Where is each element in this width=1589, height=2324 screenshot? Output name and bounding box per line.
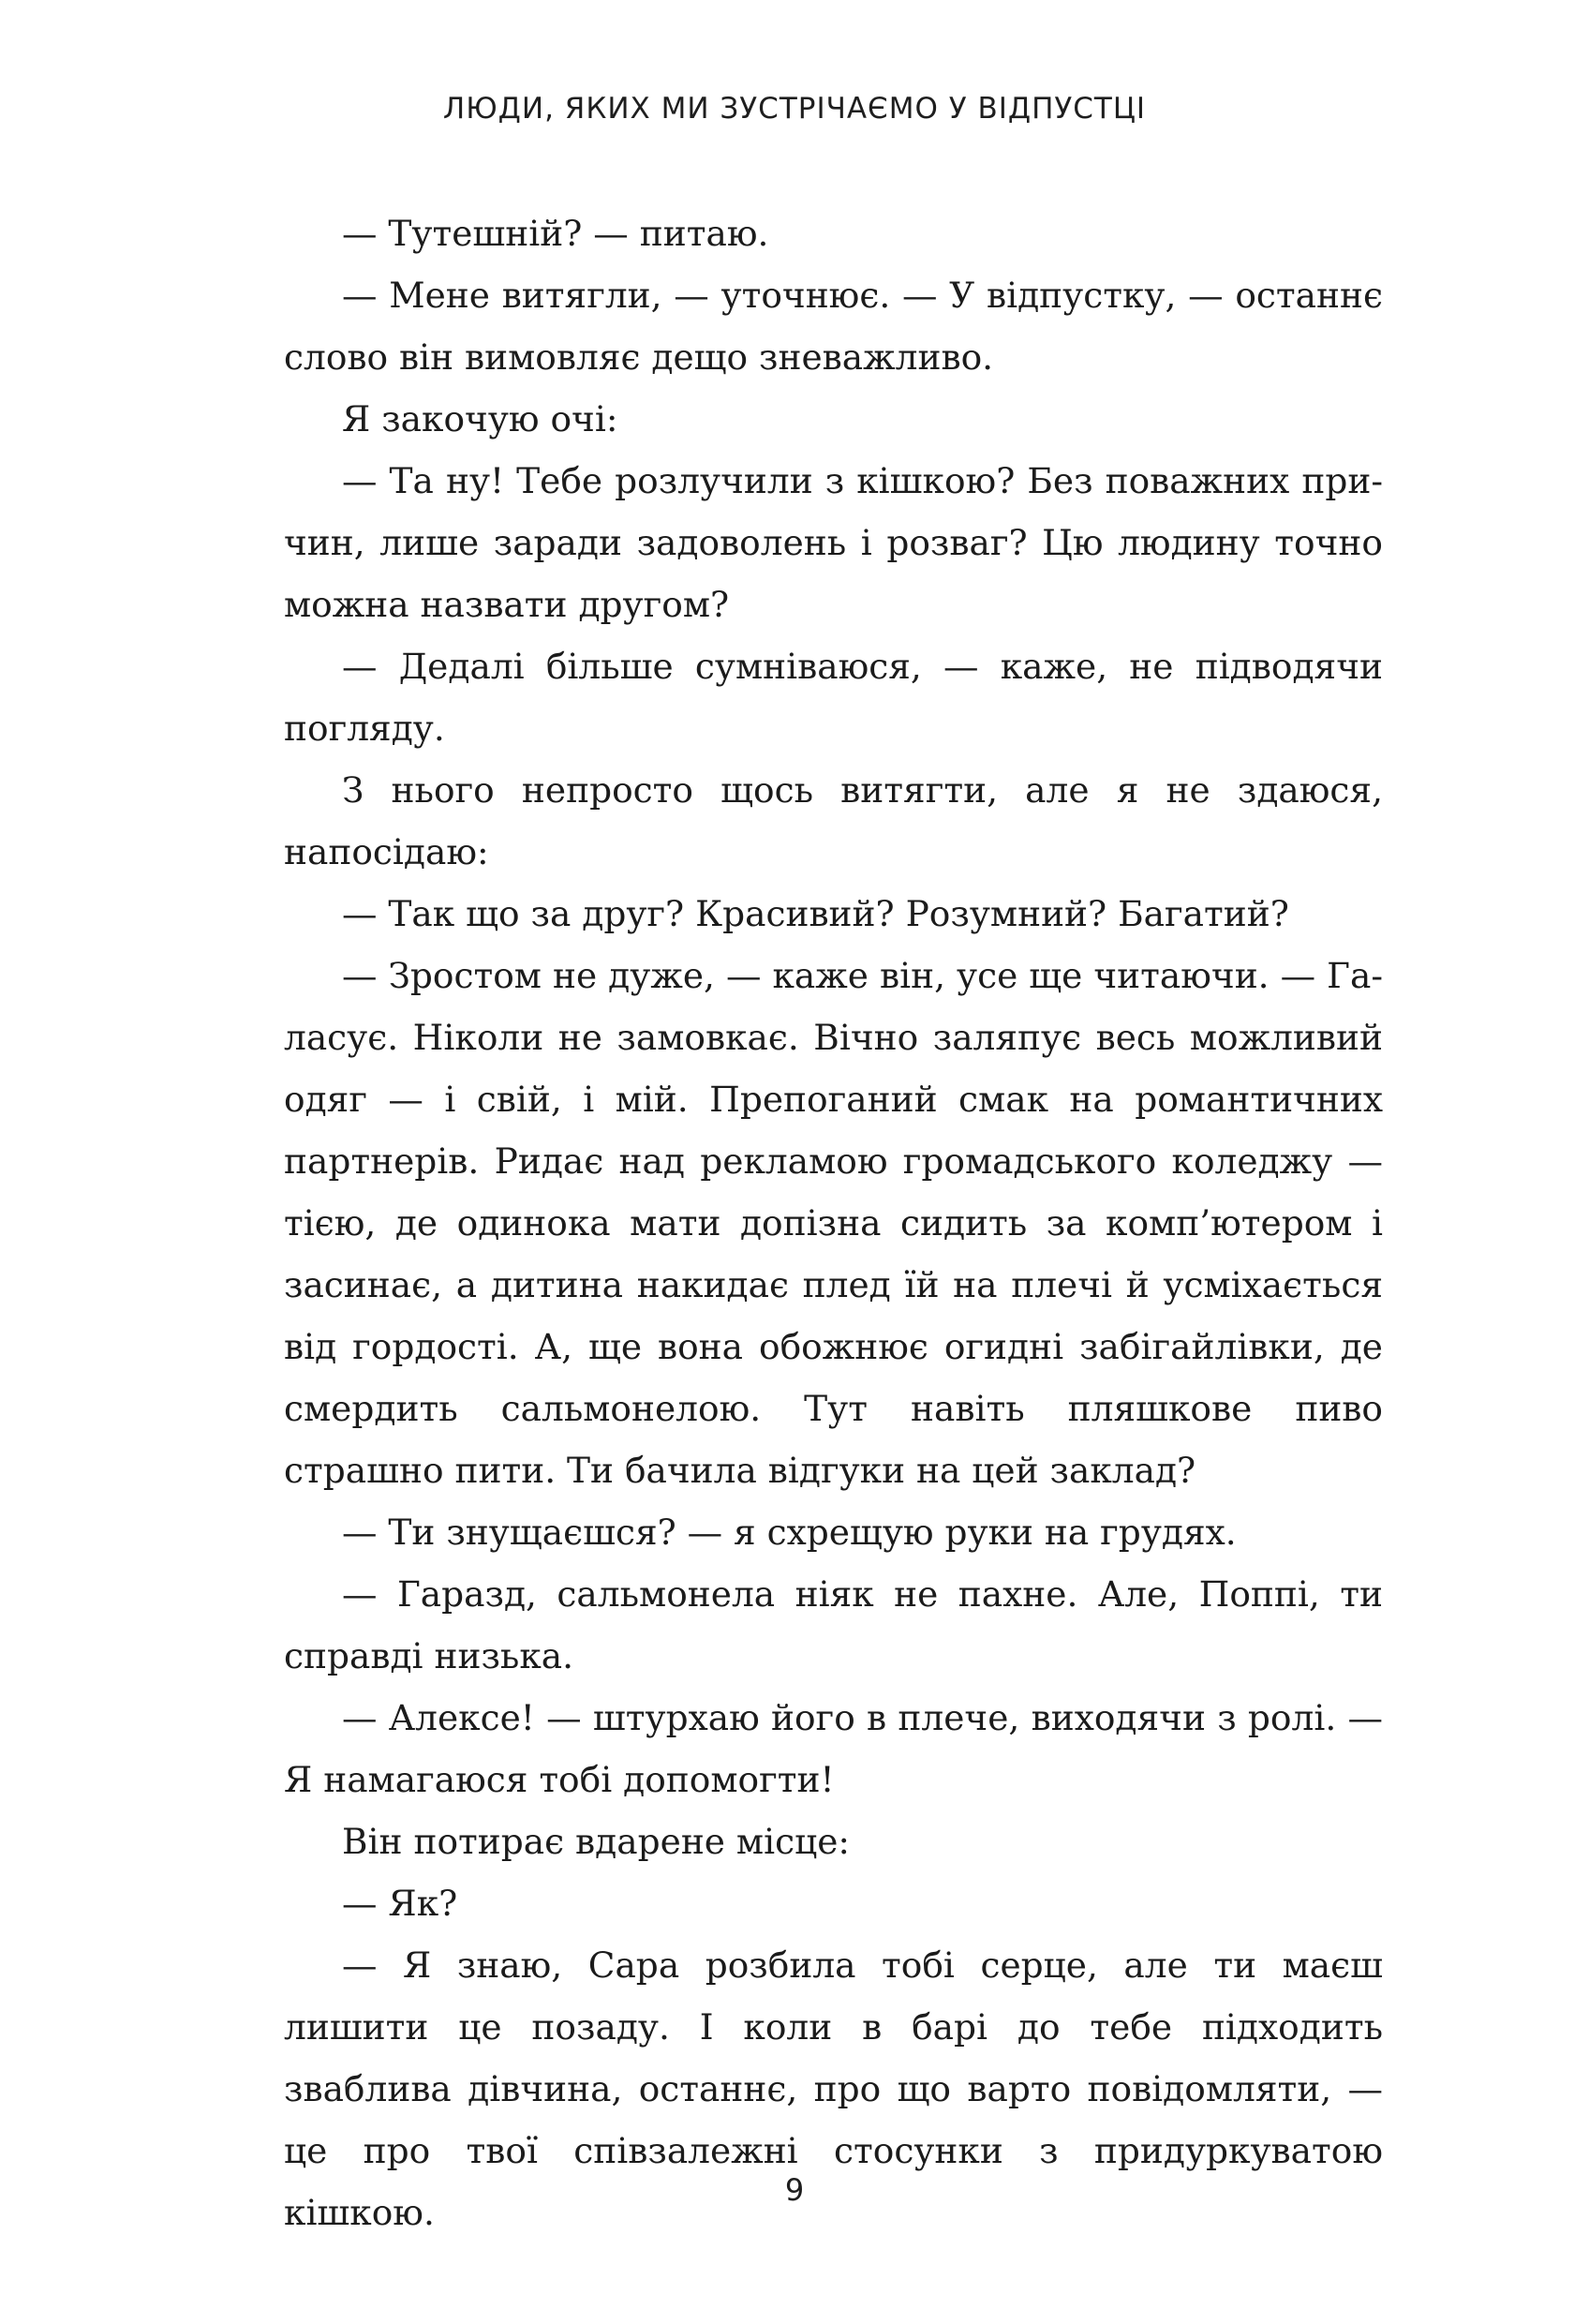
paragraph-6: З нього непросто щось витягти, але я не здаюся, напосідаю: <box>284 769 1383 872</box>
body-text <box>284 202 1383 2243</box>
running-header: ЛЮДИ, ЯКИХ МИ ЗУСТРІЧАЄМО У ВІДПУСТЦІ <box>442 92 1147 126</box>
paragraph-11: — Алексе! — штурхаю його в плече, виходячи з ролі. — Я намагаюся тобі допомогти! <box>284 1697 1383 1800</box>
paragraph-4: — Та ну! Тебе розлучили з кішкою? Без поважних причин, лише заради задоволень і розваг? Цю людину точно можна назвати другом? <box>284 460 1383 625</box>
paragraph-13: — Як? <box>342 1883 458 1924</box>
paragraph-10: — Гаразд, сальмонела ніяк не пахне. Але, Поппі, ти справді низька. <box>284 1573 1383 1676</box>
paragraph-8: — Зростом не дуже, — каже він, усе ще читаючи. — Галасує. Ніколи не замовкає. Вічно заляпує весь можливий одяг — і свій, і мій. Препоганий смак на романтичних партнерів. Ридає над рекламою громадського коледжу — тією, де одинока мати допізна сидить за комп’ютером і засинає, а дитина накидає плед їй на плечі й усміхається від гордості. А, ще вона обожнює огидні забігайлівки, де смердить сальмонелою. Тут навіть пляшкове пиво страшно пити. Ти бачила відгуки на цей заклад? <box>284 955 1383 1491</box>
page-number: 9 <box>784 2172 805 2208</box>
paragraph-12: Він потирає вдарене місце: <box>342 1821 851 1862</box>
paragraph-2: — Мене витягли, — уточнює. — У відпустку, — останнє слово він вимовляє дещо зневажливо. <box>284 275 1383 378</box>
paragraph-3: Я закочую очі: <box>342 398 618 439</box>
paragraph-7: — Так що за друг? Красивий? Розумний? Багатий? <box>342 893 1289 934</box>
paragraph-14: — Я знаю, Сара розбила тобі серце, але ти маєш лишити це позаду. І коли в барі до тебе підходить зваблива дівчина, останнє, про що варто повідомляти, — це про твої співзалежні стосунки з придуркуватою кішкою. <box>284 1944 1383 2233</box>
paragraph-9: — Ти знущаєшся? — я схрещую руки на грудях. <box>342 1512 1237 1553</box>
paragraph-1: — Тутешній? — питаю. <box>342 213 769 254</box>
paragraph-5: — Дедалі більше сумніваюся, — каже, не підводячи погляду. <box>284 646 1383 749</box>
